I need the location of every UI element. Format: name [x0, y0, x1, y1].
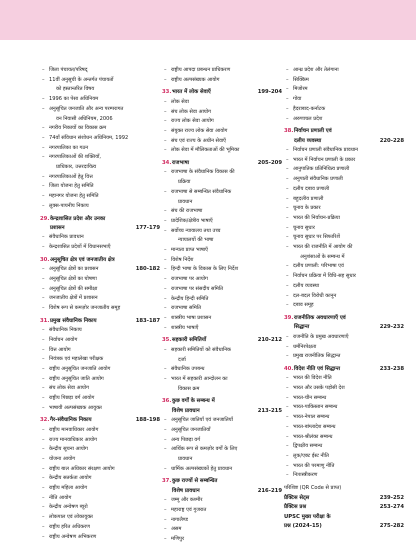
topic-item: – राष्ट्रीय हरित अधिकरण — [40, 523, 160, 533]
chapter-title: विशेष प्रावधान — [172, 487, 200, 494]
topic-item: – मणिपुर — [162, 535, 282, 545]
topic-item: – अनुसूचित जातियाँ एवं जनजातियाँ — [162, 416, 282, 426]
topic-item: – भारत-नेपाल सम्बन्ध — [284, 413, 404, 423]
topic-item: – प्रादेशिक/क्षेत्रीय भाषाएँ — [162, 217, 282, 227]
topic-item: – राष्ट्रीय अनुसूचित जनजाति आयोग — [40, 365, 160, 375]
topic-item: – नगरीय निकायों का विकास क्रम — [40, 124, 160, 134]
topic-item: – जनजातीय क्षेत्रों में प्रशासन — [40, 294, 160, 304]
topic-item: – केन्द्रीय अन्वेषण ब्यूरो — [40, 503, 160, 513]
topic-item: – अनुसूचित जनजातियाँ — [162, 426, 282, 436]
chapter-title: कुछ राज्यों से सम्बन्धित — [172, 478, 218, 485]
topic-item: – दलीय प्रणाली: परिभाषा एवं — [284, 262, 404, 272]
topic-item: – भारत में निर्वाचन प्रणाली के प्रकार — [284, 156, 404, 166]
chapter-title: केन्द्रशासित प्रदेश और उनका — [50, 215, 106, 222]
chapter-title: विशेष प्रावधान — [172, 407, 200, 414]
page-range: 213-215 — [257, 407, 282, 414]
page-range: 199-204 — [257, 89, 282, 96]
chapter-title: सिद्धान्त — [294, 324, 310, 331]
topic-item: – राष्ट्रीय मानवाधिकार आयोग — [40, 426, 160, 436]
chapter-title: दलीय व्यवस्था — [294, 137, 322, 144]
topic-item: – केन्द्रीय सतर्कता आयोग — [40, 474, 160, 484]
chapter-number: 29. — [40, 215, 50, 222]
chapter-heading[interactable] — [284, 314, 404, 323]
topic-item: – अनुसूचित क्षेत्रों का घोषणा — [40, 275, 160, 285]
topic-item: – योजना आयोग — [40, 455, 160, 465]
chapter-number: 38. — [284, 128, 294, 135]
chapter-title: राजभाषा — [172, 160, 189, 167]
topic-item: – भाषायी अल्पसंख्यक आयुक्त — [40, 404, 160, 414]
page-range: 216-219 — [257, 487, 282, 494]
topic-item: – दलीय व्यवस्था — [284, 282, 404, 292]
topic-item: – भारत-श्रीलंका सम्बन्ध — [284, 433, 404, 443]
header-band — [0, 0, 416, 40]
topic-item: – राजभाषा समिति — [162, 304, 282, 314]
topic-item: – नीति आयोग — [40, 494, 160, 504]
topic-item: – संवैधानिक निकाय — [40, 326, 160, 336]
topic-item: – वित्त आयोग — [40, 346, 160, 356]
topic-item: – आन्ध्र प्रदेश और तेलंगाना — [284, 66, 404, 76]
chapter-heading[interactable] — [162, 88, 282, 97]
topic-item: – भारत में सहकारी आन्दोलन का — [162, 375, 282, 385]
topic-item: प्राधिकार, उत्तरदायित्व — [56, 164, 97, 171]
chapter-heading[interactable] — [162, 477, 282, 486]
topic-item: – मिजोरम — [284, 85, 404, 95]
appendix-entry[interactable] — [284, 503, 404, 512]
topic-item: – अनुसूचित क्षेत्रों का प्रशासन — [40, 265, 160, 275]
topic-item: – आर्थिक रूप से कमज़ोर वर्गों के लिए — [162, 445, 282, 455]
chapter-heading[interactable] — [40, 416, 160, 425]
chapter-title: गैर-संवैधानिक निकाय — [50, 417, 92, 424]
topic-item: – लोकपाल एवं लोकायुक्त — [40, 513, 160, 523]
topic-item: – भारत की निर्वाचन-प्रक्रिया — [284, 214, 404, 224]
chapter-number: 33. — [162, 89, 172, 96]
chapter-heading[interactable] — [40, 215, 160, 224]
page-range: 239-252 — [379, 494, 404, 501]
chapter-number: 35. — [162, 337, 172, 344]
chapter-title: राजनीतिक अवधारणाएँ एवं — [294, 314, 346, 321]
chapter-number: 34. — [162, 160, 172, 167]
topic-item: – अरुणाचल प्रदेश — [284, 115, 404, 125]
page-range: 180-182 — [135, 266, 160, 273]
topic-item: – आनुपातिक प्रतिनिधित्व प्रणाली — [284, 165, 404, 175]
page-range: 183-187 — [135, 317, 160, 324]
topic-item: – संवैधानिक प्रावधान — [40, 233, 160, 243]
topic-item: – निःशस्त्रीकरण — [284, 471, 404, 481]
chapter-title: प्रशासन — [50, 224, 65, 231]
chapter-number: 32. — [40, 417, 50, 424]
appendix-title: प्रैक्टिस सेट्स — [284, 494, 310, 501]
page-range: 220-228 — [379, 137, 404, 144]
contents-column-2 — [162, 66, 282, 545]
topic-item: – नागालैण्ड — [162, 516, 282, 526]
chapter-number: 37. — [162, 478, 172, 485]
topic-item: – राजभाषा पर आयोग — [162, 275, 282, 285]
chapter-heading[interactable] — [284, 365, 404, 374]
topic-item: – अनुपाती संवैधानिक प्रणाली — [284, 175, 404, 185]
topic-item: विकास क्रम — [178, 385, 200, 392]
topic-item: – सर्वोच्च न्यायालय तथा उच्च — [162, 227, 282, 237]
chapter-number: 36. — [162, 398, 172, 405]
topic-item: – राजभाषा पर संसदीय समिति — [162, 285, 282, 295]
topic-item: दर्जा — [178, 356, 186, 363]
topic-item: – चुनाव सुधार पर सिफारिशें — [284, 233, 404, 243]
topic-item: – लुक्स-पायनीय निकाय — [40, 202, 160, 212]
topic-item: – राज्य मानवाधिकार आयोग — [40, 436, 160, 446]
topic-item: – जिला योजना हेतु समिति — [40, 182, 160, 192]
topic-item: – केन्द्रीय हिन्दी समिति — [162, 295, 282, 305]
page-range: 188-198 — [135, 417, 160, 424]
topic-item: – धार्मिक अल्पसंख्यकों हेतु प्रावधान — [162, 465, 282, 475]
topic-item: – प्रमुख राजनीतिक सिद्धान्त — [284, 352, 404, 362]
topic-item: अनुशंसाओं के सम्बन्ध में — [300, 253, 345, 260]
chapter-title: कुछ वर्गों के सम्बन्ध में — [172, 398, 215, 405]
chapter-title: अनुसूचित क्षेत्र एवं जनजातीय क्षेत्र — [50, 256, 115, 263]
topic-item: – सिक्किम — [284, 76, 404, 86]
topic-item: – विशेष रूप से कमज़ोर जनजातीय समूह — [40, 304, 160, 314]
topic-item: – केन्द्रशासित प्रदेशों में विधानसभाएँ — [40, 243, 160, 253]
chapter-heading[interactable] — [284, 323, 404, 332]
topic-item: – सहकारी समितियों को संवैधानिक — [162, 346, 282, 356]
chapter-heading[interactable] — [162, 159, 282, 168]
page-range: 275-282 — [379, 522, 404, 529]
topic-item: – 74वाँ संविधान संशोधन अधिनियम, 1992 — [40, 134, 160, 144]
topic-item: – राष्ट्रीय अल्पसंख्यक आयोग — [162, 76, 282, 86]
appendix-note: परिशिष्ट (QR Code से प्राप्त) — [284, 485, 342, 492]
chapter-title: विदेश नीति एवं सिद्धान्त — [294, 365, 341, 372]
topic-item: – संघ लोक सेवा आयोग — [162, 108, 282, 118]
topic-item: – भारत की विदेश नीति — [284, 374, 404, 384]
appendix-title: प्रश्न (2024-15) — [284, 522, 322, 529]
chapter-heading[interactable] — [162, 336, 282, 345]
chapter-heading[interactable] — [40, 317, 160, 326]
topic-item: – राष्ट्रीय पिछड़ा वर्ग आयोग — [40, 394, 160, 404]
chapter-title: सहकारी समितियाँ — [172, 337, 207, 344]
page-range: 177-179 — [135, 224, 160, 231]
topic-item: – चुनाव के प्रकार — [284, 204, 404, 214]
topic-item: न्यायालयों की भाषा — [178, 237, 214, 244]
topic-item: – भारत और उसके पड़ोसी देश — [284, 384, 404, 394]
appendix-entry[interactable] — [284, 513, 404, 522]
topic-item: – संघ लोक सेवा आयोग — [40, 384, 160, 394]
topic-item: – राष्ट्रीय अन्वेषण अभिकरण — [40, 533, 160, 543]
topic-item: – संयुक्त राज्य लोक सेवा आयोग — [162, 127, 282, 137]
topic-item: – राजभाषा के संवैधानिक विकास की — [162, 168, 282, 178]
chapter-heading[interactable] — [284, 127, 404, 136]
chapter-heading[interactable] — [162, 397, 282, 406]
topic-item: – गोवा — [284, 95, 404, 105]
contents-column-1 — [40, 66, 160, 542]
topic-item: – 1996 का पेसा अधिनियम — [40, 95, 160, 105]
appendix-entry[interactable] — [284, 522, 404, 531]
topic-item: – भारत-बांग्लादेश सम्बन्ध — [284, 423, 404, 433]
topic-item: – संवैधानिक उपबन्ध — [162, 365, 282, 375]
topic-item: – लोक सेवा — [162, 98, 282, 108]
page-range: 233-238 — [379, 365, 404, 372]
topic-item: – नगरपालिका का गठन — [40, 144, 160, 154]
page-range: 253-274 — [379, 504, 404, 511]
topic-item: – बहुदलीय प्रणाली — [284, 195, 404, 205]
topic-item: – दलीय दबाव प्रणाली — [284, 185, 404, 195]
topic-item: – राष्ट्रीय बाल अधिकार संरक्षण आयोग — [40, 465, 160, 475]
topic-item: – अनुसूचित जनजाति और अन्य परम्परागत — [40, 105, 160, 115]
topic-item: – विशेष निर्देश — [162, 256, 282, 266]
chapter-heading[interactable] — [162, 487, 282, 496]
topic-item: – भारत-चीन सम्बन्ध — [284, 394, 404, 404]
chapter-title: भारत में लोक सेवाएँ — [172, 89, 211, 96]
topic-item: – 11वीं अनुसूची के अन्तर्गत पंचायतों — [40, 76, 160, 86]
topic-item: – राज्य लोक सेवा आयोग — [162, 117, 282, 127]
topic-item: – नियंत्रक एवं महालेखा परीक्षक — [40, 355, 160, 365]
topic-item: – संघ की राजभाषा — [162, 207, 282, 217]
topic-item: – राष्ट्रीय अनुसूचित जाति आयोग — [40, 375, 160, 385]
topic-item: – लोक सेवा में मौलिकताओं की भूमिका — [162, 146, 282, 156]
topic-item: – चुनाव सुधार — [284, 224, 404, 234]
chapter-number: 39. — [284, 314, 294, 321]
chapter-number: 40. — [284, 365, 294, 372]
topic-item: – राष्ट्रीय आपदा प्रबन्धन प्राधिकरण — [162, 66, 282, 76]
chapter-heading[interactable] — [284, 137, 404, 146]
chapter-title: निर्वाचन प्रणाली एवं — [294, 128, 332, 135]
topic-item: – राष्ट्रीय महिला आयोग — [40, 484, 160, 494]
topic-item: – हैदराबाद-कर्नाटक — [284, 105, 404, 115]
page-range: 205-209 — [257, 160, 282, 167]
topic-item: – अन्य पिछड़ा वर्ग — [162, 436, 282, 446]
topic-item: – मान्यता प्राप्त भाषाएँ — [162, 246, 282, 256]
page-range: 210-212 — [257, 337, 282, 344]
chapter-number: 30. — [40, 256, 50, 263]
appendix-title: प्रैक्टिस प्रश्न — [284, 504, 307, 511]
appendix-title: UPSC मुख्य परीक्षा के — [284, 513, 331, 520]
topic-item: – दल-बदल विरोधी कानून — [284, 292, 404, 302]
topic-item: – लुक/एक्ट ईस्ट नीति — [284, 452, 404, 462]
chapter-heading[interactable] — [40, 256, 160, 265]
topic-item: – दबाव समूह — [284, 301, 404, 311]
chapter-heading[interactable] — [40, 224, 160, 233]
topic-item: – राजनीति के प्रमुख अवधारणाएँ — [284, 333, 404, 343]
topic-item: – निर्वाचन आयोग — [40, 336, 160, 346]
topic-item: – शास्त्रीय भाषा प्रशासन — [162, 314, 282, 324]
topic-item: वन निवासी अधिनियम, 2006 — [56, 115, 113, 122]
topic-item: – नगरपालिकाओं हेतु वित्त — [40, 173, 160, 183]
topic-item: – असम — [162, 525, 282, 535]
topic-item: प्रावधान — [178, 198, 193, 205]
topic-item: – धर्मनिरपेक्षता — [284, 343, 404, 353]
topic-item: प्रावधान — [178, 455, 193, 462]
topic-item: – संघ एवं राज्य के अधीन सेवाएँ — [162, 137, 282, 147]
topic-item: – केन्द्रीय सूचना आयोग — [40, 445, 160, 455]
topic-item: को हस्तान्तरित विषय — [56, 86, 95, 93]
topic-item: – अनुसूचित क्षेत्रों की समीक्षा — [40, 285, 160, 295]
topic-item: – भारत-पाकिस्तान सम्बन्ध — [284, 403, 404, 413]
contents-page — [40, 66, 404, 542]
topic-item: – महाराष्ट्र एवं गुजरात — [162, 506, 282, 516]
topic-item: – निर्वाचन प्रणाली संवैधानिक प्रावधान — [284, 146, 404, 156]
contents-column-3 — [284, 66, 404, 531]
topic-item: – निर्वाचन प्रक्रिया में विधि-सह सुधार — [284, 272, 404, 282]
chapter-number: 31. — [40, 317, 50, 324]
appendix-entry[interactable] — [284, 494, 404, 503]
topic-item: प्रक्रिया — [178, 179, 191, 186]
page-range: 229-232 — [379, 324, 404, 331]
topic-item: – शास्त्रीय भाषाएँ — [162, 324, 282, 334]
topic-item: – जिला पंचायत/परिषद् — [40, 66, 160, 76]
topic-item: – भारत की राजनीति में आयोग की — [284, 243, 404, 253]
topic-item: – द्विपक्षीय सम्बन्ध — [284, 442, 404, 452]
topic-item: – नगरपालिकाओं की शक्तियाँ, — [40, 153, 160, 163]
topic-item: – महानगर योजना हेतु समिति — [40, 192, 160, 202]
topic-item: – जम्मू और कश्मीर — [162, 496, 282, 506]
chapter-heading[interactable] — [162, 407, 282, 416]
chapter-title: प्रमुख संवैधानिक निकाय — [50, 317, 97, 324]
topic-item: – भारत की परमाणु नीति — [284, 462, 404, 472]
topic-item: – राजभाषा से सम्बन्धित संवैधानिक — [162, 188, 282, 198]
topic-item: – हिन्दी भाषा के विकास के लिए निर्देश — [162, 265, 282, 275]
